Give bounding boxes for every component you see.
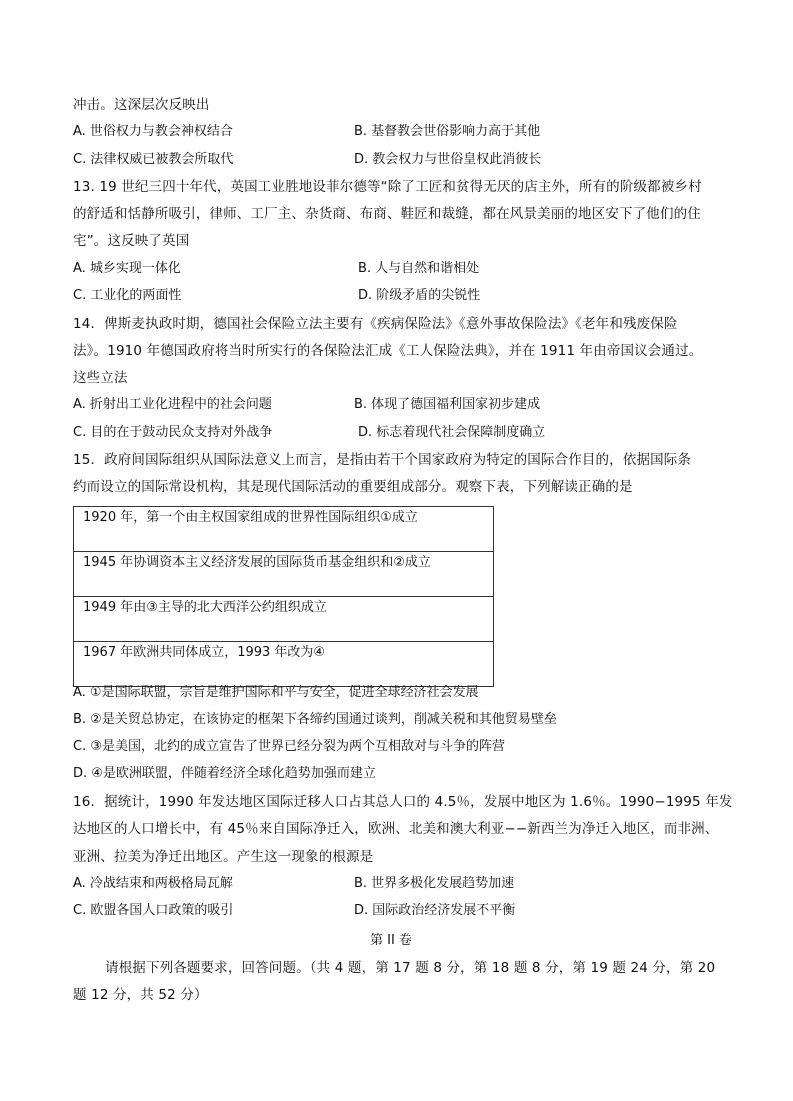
q16-stem-line-1: 16．据统计，1990 年发达地区国际迁移人口占其总人口的 4.5％，发展中地区为 1.6％。1990−1995 年发 [73, 794, 733, 810]
q16-stem-line-2: 达地区的人口增长中，有 45％来自国际净迁入，欧洲、北美和澳大利亚−−新西兰为净迁入地区，而非洲、 [73, 821, 719, 837]
q13-stem-line-3: 宅”。这反映了英国 [73, 233, 190, 249]
section-2-instruction-line-2: 题 12 分，共 52 分） [73, 987, 208, 1003]
q14-stem-line-1: 14．俾斯麦执政时期，德国社会保险立法主要有《疾病保险法》《意外事故保险法》《老年和残废保险 [73, 316, 678, 332]
q13-stem-line-2: 的舒适和恬静所吸引，律师、工厂主、杂货商、布商、鞋匠和裁缝，都在风景美丽的地区安下了他们的住 [73, 206, 701, 222]
section-2-title: 第 II 卷 [370, 933, 412, 948]
q15-stem-line-2: 约而设立的国际常设机构，其是现代国际活动的重要组成部分。观察下表，下列解读正确的是 [73, 479, 633, 495]
q16-stem-line-3: 亚洲、拉美为净迁出地区。产生这一现象的根源是 [73, 849, 374, 865]
table-row [74, 597, 494, 642]
q13-option-b: B. 人与自然和谐相处 [358, 261, 480, 276]
table-cell-text: 1967 年欧洲共同体成立，1993 年改为④ [83, 645, 326, 660]
q14-stem-line-3: 这些立法 [73, 370, 128, 386]
table-cell [74, 507, 494, 552]
q15-option-d: D. ④是欧洲联盟，伴随着经济全球化趋势加强而建立 [73, 766, 376, 781]
q14-option-b: B. 体现了德国福利国家初步建成 [354, 397, 541, 412]
q15-option-a: A. ①是国际联盟，宗旨是维护国际和平与安全，促进全球经济社会发展 [73, 685, 479, 700]
table-cell [74, 552, 494, 597]
q14-option-d: D. 标志着现代社会保障制度确立 [358, 425, 546, 440]
q12-stem-end: 冲击。这深层次反映出 [73, 97, 210, 113]
q12-option-b: B. 基督教会世俗影响力高于其他 [354, 124, 541, 139]
q13-stem-line-1: 13. 19 世纪三四十年代，英国工业胜地设菲尔德等“除了工匠和贫得无厌的店主外，所有的阶级都被乡村 [73, 179, 702, 195]
q16-option-c: C. 欧盟各国人口政策的吸引 [73, 903, 234, 918]
table-cell [74, 597, 494, 642]
q15-option-b: B. ②是关贸总协定，在该协定的框架下各缔约国通过谈判，削减关税和其他贸易壁垒 [73, 712, 557, 727]
q16-option-b: B. 世界多极化发展趋势加速 [354, 876, 515, 891]
q15-stem-line-1: 15．政府间国际组织从国际法意义上而言，是指由若干个国家政府为特定的国际合作目的，依据国际条 [73, 452, 692, 468]
table-cell-text: 1945 年协调资本主义经济发展的国际货币基金组织和②成立 [83, 555, 431, 570]
table-cell-text: 1949 年由③主导的北大西洋公约组织成立 [83, 600, 327, 615]
table-row [74, 642, 494, 687]
q14-option-a: A. 折射出工业化进程中的社会问题 [73, 397, 272, 412]
q15-events-table [73, 506, 494, 687]
q14-stem-line-2: 法》。1910 年德国政府将当时所实行的各保险法汇成《工人保险法典》，并在 1911 年由帝国议会通过。 [73, 343, 703, 359]
q14-option-c: C. 目的在于鼓动民众支持对外战争 [73, 425, 273, 440]
q12-option-c: C. 法律权威已被教会所取代 [73, 152, 234, 167]
q15-option-c: C. ③是美国，北约的成立宣告了世界已经分裂为两个互相敌对与斗争的阵营 [73, 739, 505, 754]
table-row [74, 507, 494, 552]
section-2-instruction-line-1: 请根据下列各题要求，回答问题。（共 4 题，第 17 题 8 分，第 18 题 8 分，第 19 题 24 分，第 20 [105, 960, 716, 976]
q16-option-a: A. 冷战结束和两极格局瓦解 [73, 876, 233, 891]
q16-option-d: D. 国际政治经济发展不平衡 [354, 903, 516, 918]
table-cell [74, 642, 494, 687]
q13-option-a: A. 城乡实现一体化 [73, 261, 181, 276]
q12-option-a: A. 世俗权力与教会神权结合 [73, 124, 233, 139]
q13-option-c: C. 工业化的两面性 [73, 288, 182, 303]
q13-option-d: D. 阶级矛盾的尖锐性 [358, 288, 481, 303]
table-row [74, 552, 494, 597]
table-cell-text: 1920 年，第一个由主权国家组成的世界性国际组织①成立 [83, 510, 418, 525]
q12-option-d: D. 教会权力与世俗皇权此消彼长 [354, 152, 542, 167]
